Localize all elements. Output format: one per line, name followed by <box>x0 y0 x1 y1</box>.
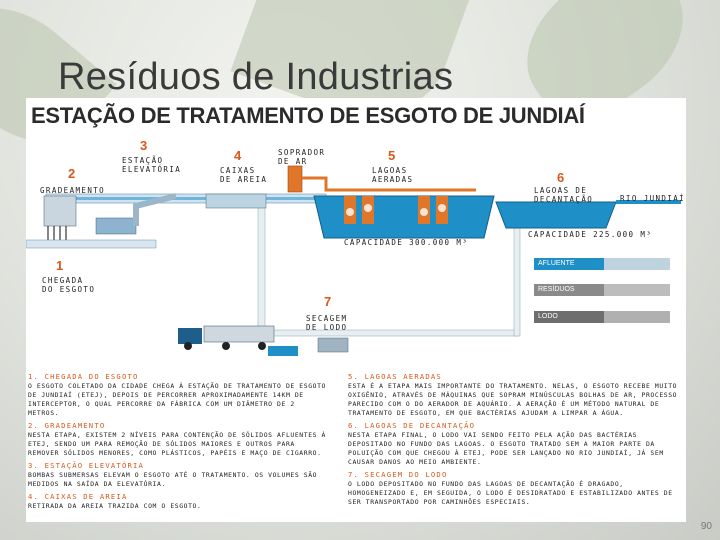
slide-title: Resíduos de Industrias <box>58 56 454 98</box>
pump-units <box>96 218 136 234</box>
grating-structure <box>44 196 76 226</box>
step-number-4: 4 <box>234 148 242 163</box>
step-number-3: 3 <box>140 138 148 153</box>
truck-wheel <box>184 342 192 350</box>
decantation-lagoon <box>496 202 616 228</box>
description-heading: 6. LAGOAS DE DECANTAÇÃO <box>348 421 476 430</box>
description-text: NESTA ETAPA, EXISTEM 2 NÍVEIS PARA CONTENÇÃO DE SÓLIDOS AFLUENTES À ETEJ, SENDO UM PARA REMOÇÃO DE SÓLIDOS MAIORES E OUTROS PARA REMOVER SÓLIDOS MENORES, COMO PLÁSTICOS, PAPÉIS E MAÇO DE CIGARRO. <box>28 431 326 457</box>
capacity-decantation: CAPACIDADE 225.000 M³ <box>528 230 653 239</box>
truck-cab <box>178 328 202 344</box>
sludge-drying-bed <box>268 346 298 356</box>
truck-trailer <box>204 326 274 342</box>
description-text: O ESGOTO COLETADO DA CIDADE CHEGA À ESTAÇÃO DE TRATAMENTO DE ESGOTO DE JUNDIAÍ (ETEJ), DEPOIS DE PERCORRER APROXIMADAMENTE 14KM DE INTERCEPTOR, O QUAL PERCORRE DA FÁBRICA COM UM DIÂMETRO DE 2 METROS. <box>28 382 326 417</box>
step-label-1: CHEGADA DO ESGOTO <box>42 276 96 294</box>
river-label: RIO JUNDIAÍ <box>620 194 686 203</box>
legend-solid: RESÍDUOS SÓLIDOS <box>534 284 604 296</box>
description-text: ESTA É A ETAPA MAIS IMPORTANTE DO TRATAMENTO. NELAS, O ESGOTO RECEBE MUITO OXIGÊNIO, ATRAVÉS DE MÁQUINAS QUE SOPRAM MINÚSCULAS BOLHAS DE AR, PROCESSO PARECIDO COM O DO AERADOR DE AQUÁRIO. A AERAÇÃO É UM MÉTODO NATURAL DE TRATAMENTO DE ESGOTO, EM QUE BACTÉRIAS AJUDAM A LIMPAR A ÁGUA. <box>348 382 678 417</box>
truck-wheel <box>222 342 230 350</box>
description-heading: 4. CAIXAS DE AREIA <box>28 492 128 501</box>
description-text: NESTA ETAPA FINAL, O LODO VAI SENDO FEITO PELA AÇÃO DAS BACTÉRIAS DEPOSITADO NO FUNDO DAS LAGOAS. O ESGOTO TRATADO SEM A MAIOR PARTE DA POLUIÇÃO COM QUE CHEGOU À ETEJ, PODE SER LANÇADO NO RIO JUNDIAÍ, JÁ SEM CAUSAR DANOS AO MEIO AMBIENTE. <box>348 431 664 466</box>
sludge-press <box>318 338 348 352</box>
legend-sludge: LODO <box>534 311 604 323</box>
description-heading: 5. LAGOAS AERADAS <box>348 372 442 381</box>
step-number-2: 2 <box>68 166 76 181</box>
step-number-7: 7 <box>324 294 332 309</box>
soprador-label: SOPRADOR DE AR <box>278 148 326 166</box>
sludge-pipe <box>258 202 265 332</box>
capacity-aerated: CAPACIDADE 300.000 M³ <box>344 238 469 247</box>
step-label-2: GRADEAMENTO <box>40 186 106 195</box>
sand-box <box>206 194 266 208</box>
description-text: O LODO DEPOSITADO NO FUNDO DAS LAGOAS DE DECANTAÇÃO É DRAGADO, HOMOGENEIZADO E, EM SEGUIDA, O LODO É DESIDRATADO E ESTABILIZADO ANTES DE SER TRANSPORTADO POR CAMINHÕES ESPECIAIS. <box>348 480 673 506</box>
inlet-pipe <box>26 240 156 248</box>
description-text: RETIRADA DA AREIA TRAZIDA COM O ESGOTO. <box>28 502 202 510</box>
step-label-5: LAGOAS AERADAS <box>372 166 414 184</box>
aerated-lagoon <box>314 196 494 238</box>
return-pipe <box>258 330 518 336</box>
description-text: BOMBAS SUBMERSAS ELEVAM O ESGOTO ATÉ O TRATAMENTO. OS VOLUMES SÃO MEDIDOS NA SAÍDA DA ELEVATÓRIA. <box>28 471 318 488</box>
description-heading: 3. ESTAÇÃO ELEVATÓRIA <box>28 461 145 470</box>
step-label-7: SECAGEM DE LODO <box>306 314 348 332</box>
truck-wheel <box>258 342 266 350</box>
step-number-1: 1 <box>56 258 64 273</box>
return-pipe-up <box>514 216 520 336</box>
air-blower <box>288 166 302 192</box>
description-column-left <box>28 372 328 514</box>
treatment-diagram <box>26 98 686 522</box>
step-label-6: LAGOAS DE DECANTAÇÃO <box>534 186 594 204</box>
page-number: 90 <box>700 521 712 532</box>
main-pipe-flow <box>46 197 326 200</box>
step-number-6: 6 <box>557 170 565 185</box>
description-heading: 2. GRADEAMENTO <box>28 421 106 430</box>
diagram-title: ESTAÇÃO DE TRATAMENTO DE ESGOTO DE JUNDIAÍ <box>31 103 585 128</box>
legend-liquid: AFLUENTE LÍQUIDO <box>534 258 604 270</box>
step-label-4: CAIXAS DE AREIA <box>220 166 268 184</box>
step-number-5: 5 <box>388 148 396 163</box>
step-label-3: ESTAÇÃO ELEVATÓRIA <box>122 156 182 174</box>
description-heading: 7. SECAGEM DO LODO <box>348 470 448 479</box>
description-heading: 1. CHEGADA DO ESGOTO <box>28 372 139 381</box>
description-column-right <box>348 372 678 510</box>
